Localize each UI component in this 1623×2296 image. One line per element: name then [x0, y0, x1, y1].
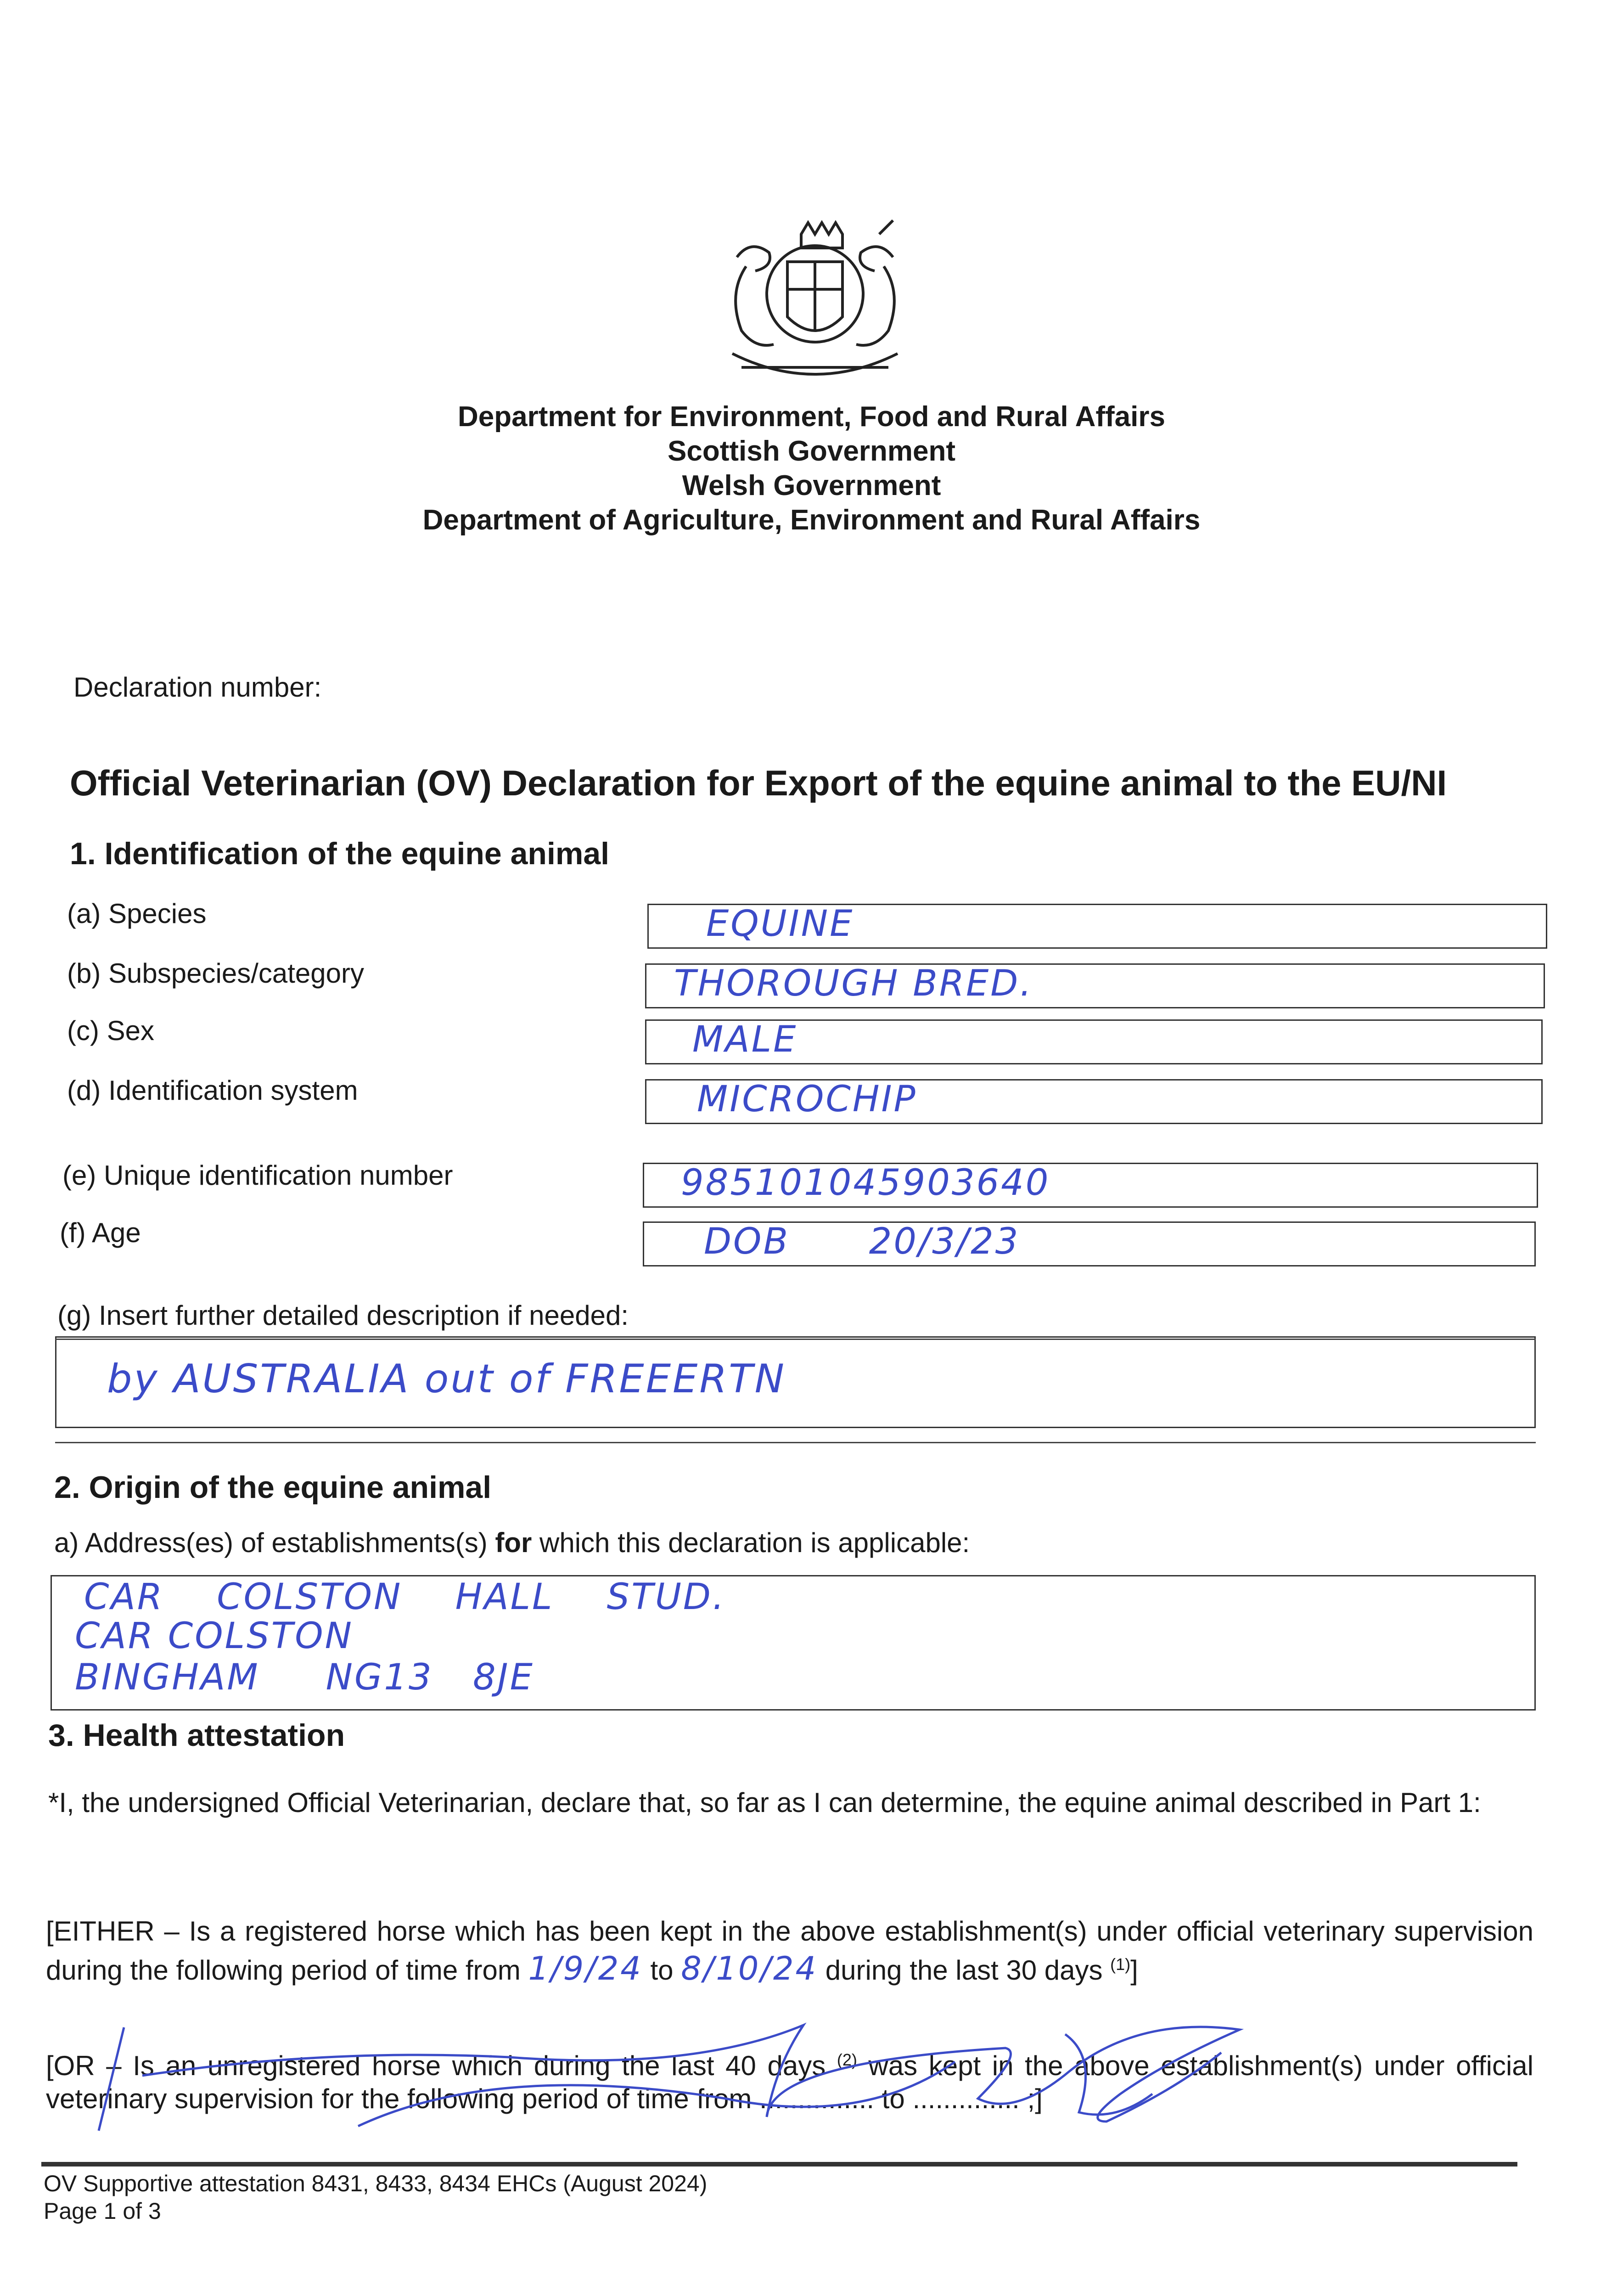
either-clause-end: during the last 30 days	[818, 1955, 1111, 1986]
field-label-age: (f) Age	[60, 1217, 141, 1248]
either-clause-close: ]	[1130, 1955, 1138, 1986]
field-value-sex: MALE	[692, 1019, 798, 1060]
field-value-subspecies: THOROUGH BRED.	[674, 963, 1033, 1004]
section-2-heading: 2. Origin of the equine animal	[54, 1470, 492, 1505]
field-value-age: DOB 20/3/23	[704, 1221, 1020, 1262]
further-description-value: by AUSTRALIA out of FREEERTN	[107, 1356, 786, 1402]
section-1-heading: 1. Identification of the equine animal	[70, 836, 610, 871]
health-attestation-intro: *I, the undersigned Official Veterinarian, declare that, so far as I can determine, the equine animal described in Part 1:	[48, 1787, 1481, 1818]
department-heading-1: Department for Environment, Food and Rural Affairs	[458, 401, 1165, 433]
further-description-label: (g) Insert further detailed description if needed:	[57, 1300, 629, 1331]
section-3-heading: 3. Health attestation	[48, 1718, 345, 1753]
or-footnote-ref: (2)	[837, 2050, 857, 2069]
address-line-1: CAR COLSTON HALL STUD.	[84, 1576, 726, 1618]
field-label-species: (a) Species	[67, 898, 207, 929]
or-clause-text: [OR – Is an unregistered horse which during the last 40 days	[46, 2050, 837, 2081]
field-value-identification-system: MICROCHIP	[697, 1079, 917, 1120]
either-footnote-ref: (1)	[1110, 1955, 1131, 1974]
address-line-3: BINGHAM NG13 8JE	[75, 1657, 534, 1698]
address-label-part-1: a) Address(es) of establishments(s)	[54, 1527, 495, 1558]
address-label-part-2: which this declaration is applicable:	[532, 1527, 970, 1558]
or-clause-text-2: was kept in the above establishment(s) under official veterinary supervision for the following period of time from ............... to .............. ;]	[46, 2050, 1533, 2114]
field-value-unique-id: 985101045903640	[681, 1162, 1050, 1204]
department-heading-4: Department of Agriculture, Environment and Rural Affairs	[422, 504, 1201, 536]
either-to-date: 8/10/24	[681, 1950, 818, 1987]
department-heading-2: Scottish Government	[668, 435, 955, 467]
either-from-date: 1/9/24	[528, 1950, 643, 1987]
either-clause-text: [EITHER – Is a registered horse which has been kept in the above establishment(s) under official veterinary supervision during the following period of time from	[46, 1916, 1533, 1986]
footer-rule	[41, 2162, 1517, 2167]
footer-page-number: Page 1 of 3	[44, 2198, 161, 2224]
department-heading-3: Welsh Government	[682, 470, 941, 501]
address-line-2: CAR COLSTON	[75, 1615, 354, 1657]
field-label-sex: (c) Sex	[67, 1015, 155, 1046]
form-title: Official Veterinarian (OV) Declaration for Export of the equine animal to the EU/NI	[70, 763, 1447, 803]
either-to-word: to	[642, 1955, 681, 1986]
field-label-identification-system: (d) Identification system	[67, 1075, 358, 1106]
field-label-unique-id: (e) Unique identification number	[62, 1160, 453, 1191]
declaration-number-label: Declaration number:	[73, 672, 322, 703]
field-value-species: EQUINE	[706, 903, 854, 945]
field-label-subspecies: (b) Subspecies/category	[67, 958, 364, 989]
footer-attestation: OV Supportive attestation 8431, 8433, 8434 EHCs (August 2024)	[44, 2171, 708, 2196]
address-label-bold: for	[495, 1527, 532, 1558]
